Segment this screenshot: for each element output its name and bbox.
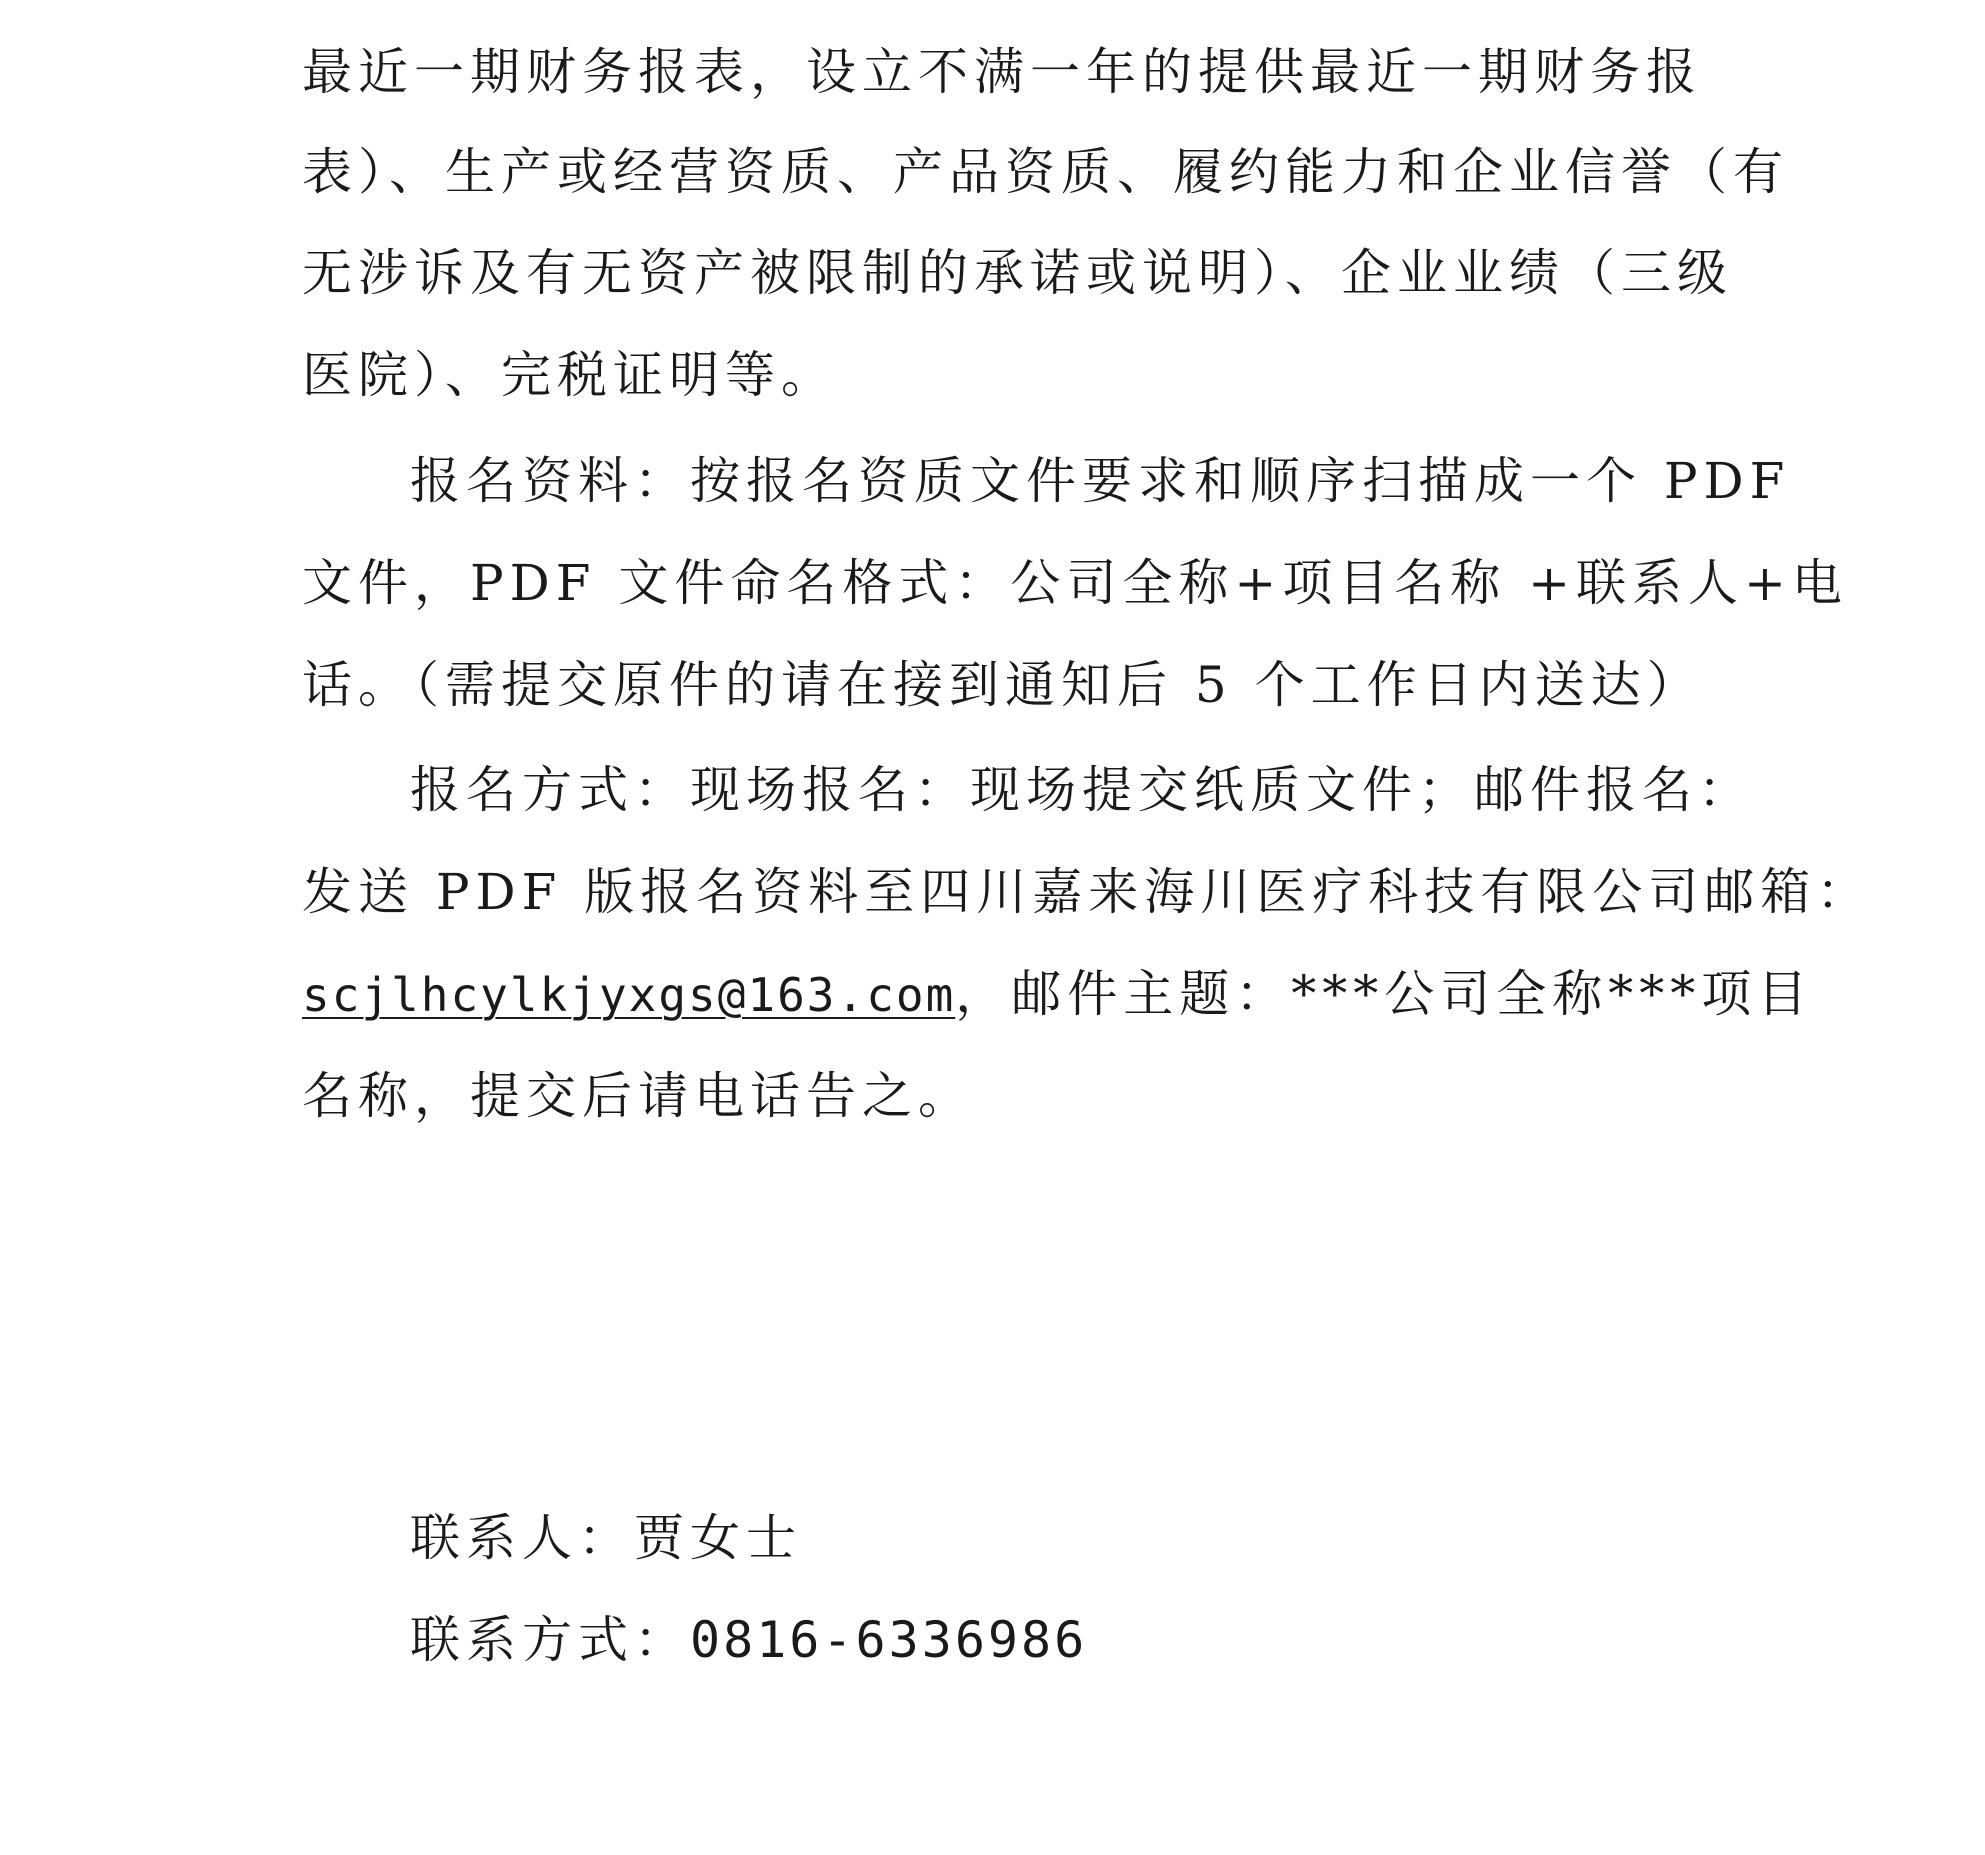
para3-line-2: 发送 PDF 版报名资料至四川嘉来海川医疗科技有限公司邮箱： [302, 863, 1873, 921]
contact-person-name: 贾女士 [634, 1509, 802, 1567]
contact-person-label: 联系人： [410, 1509, 634, 1567]
para2-line-2: 文件，PDF 文件命名格式：公司全称+项目名称 +联系人+电 [302, 554, 1848, 612]
para1-line-1: 最近一期财务报表，设立不满一年的提供最近一期财务报 [302, 43, 1702, 101]
contact-person [410, 1508, 802, 1568]
contact-phone-number: 0816-6336986 [690, 1611, 1088, 1669]
contact-phone-label: 联系方式： [410, 1611, 690, 1669]
email-link[interactable]: scjlhcylkjyxgs@163.com [302, 968, 956, 1022]
para1-line-3: 无涉诉及有无资产被限制的承诺或说明）、企业业绩（三级 [302, 244, 1733, 302]
para3-line-1: 报名方式：现场报名：现场提交纸质文件；邮件报名： [410, 761, 1754, 819]
para3-line-3 [302, 964, 1813, 1025]
email-subject-text: ，邮件主题：***公司全称***项目 [955, 965, 1814, 1023]
contact-phone [410, 1610, 1087, 1670]
para2-line-1: 报名资料：按报名资质文件要求和顺序扫描成一个 PDF [410, 452, 1791, 510]
para2-line-3: 话。（需提交原件的请在接到通知后 5 个工作日内送达） [302, 656, 1703, 714]
para1-line-2: 表）、生产或经营资质、产品资质、履约能力和企业信誉（有 [302, 143, 1789, 201]
para1-line-4: 医院）、完税证明等。 [302, 346, 837, 404]
para3-line-4: 名称，提交后请电话告之。 [302, 1067, 974, 1125]
